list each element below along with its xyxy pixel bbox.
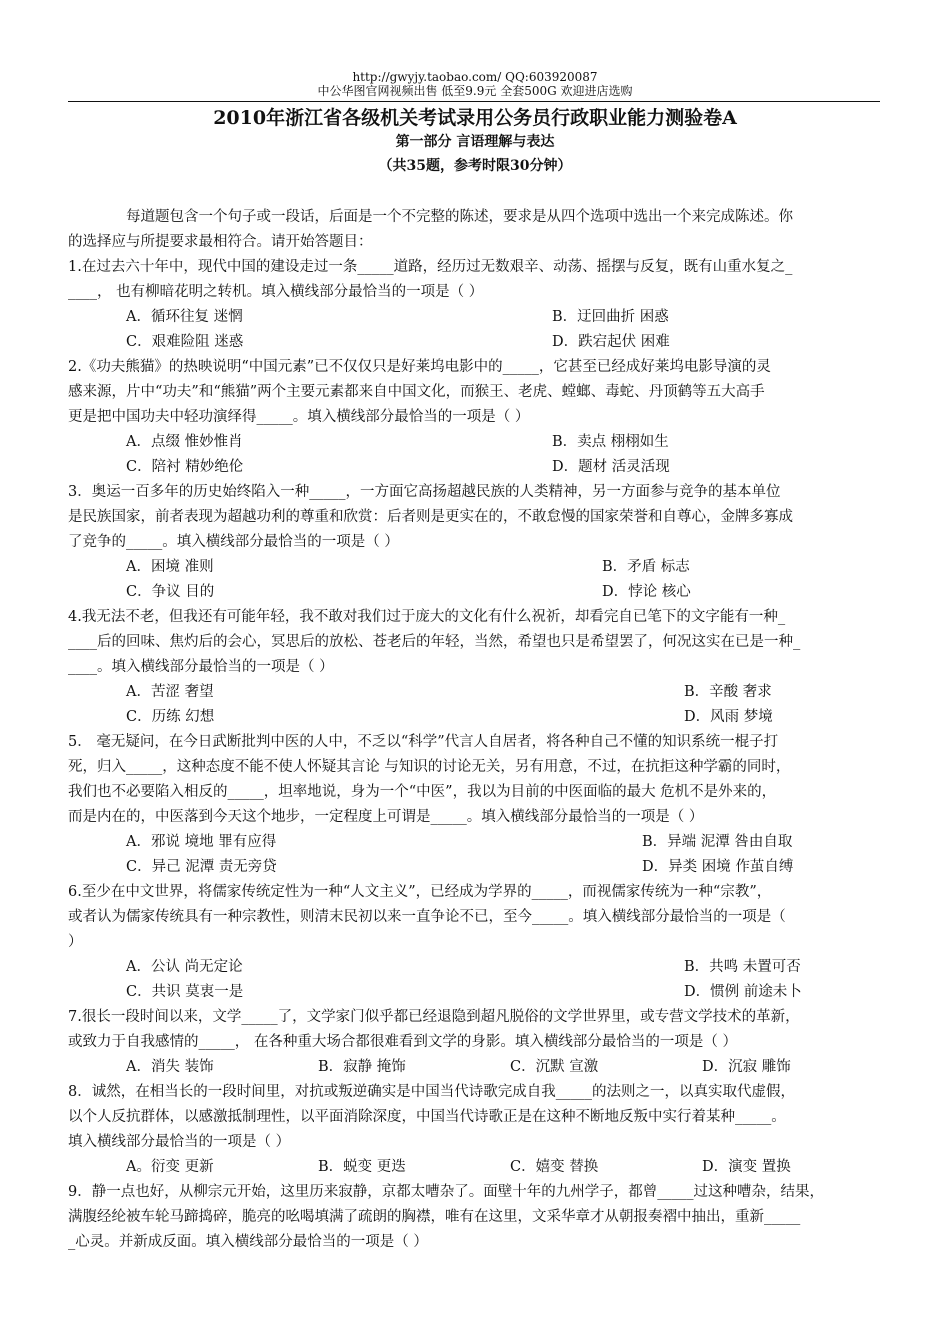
option-a: A．苦涩 奢望 xyxy=(126,684,214,700)
option-c: C．异己 泥潭 责无旁贷 xyxy=(126,859,277,875)
question-5-text: 死，归入_____，这种态度不能不使人怀疑其言论 与知识的讨论无关，另有用意，不过，在抗拒这种学霸的同时， xyxy=(68,759,791,775)
option-c: C．历练 幻想 xyxy=(126,709,215,725)
question-3-options-row xyxy=(68,580,880,605)
option-b: B．矛盾 标志 xyxy=(602,559,690,575)
question-1-options-row xyxy=(68,330,880,355)
question-5-text: 我们也不必要陷入相反的_____，坦率地说，身为一个“中医”，我以为目前的中医面临的最大 危机不是外来的， xyxy=(68,784,777,800)
question-9-text: 满腹经纶被车轮马蹄捣碎，脆亮的吆喝填满了疏朗的胸襟，唯有在这里，文采华章才从朝报奏褶中抽出，重新_____ xyxy=(68,1209,801,1225)
question-2-text: 更是把中国功夫中轻功演绎得_____。填入横线部分最恰当的一项是（ ） xyxy=(68,409,530,425)
question-8-options-row xyxy=(68,1155,880,1180)
question-5-text: 5． 毫无疑问，在今日武断批判中医的人中，不乏以“科学”代言人自居者，将各种自己不懂的知识系统一棍子打 xyxy=(68,734,779,750)
question-8-text: 8．诚然，在相当长的一段时间里，对抗或叛逆确实是中国当代诗歌完成自我_____的法则之一，以真实取代虚假， xyxy=(68,1084,795,1100)
option-a: A．循环往复 迷惘 xyxy=(126,309,243,325)
option-a: A．消失 装饰 xyxy=(126,1059,214,1075)
question-3-options-row xyxy=(68,555,880,580)
question-6-text: 或者认为儒家传统具有一种宗教性，则清末民初以来一直争论不已，至今_____。填入横线部分最恰当的一项是（ xyxy=(68,909,786,925)
question-4-options-row xyxy=(68,680,880,705)
question-7-text: 或致力于自我感情的_____， 在各种重大场合都很难看到文学的身影。填入横线部分最恰当的一项是（ ） xyxy=(68,1034,737,1050)
question-3-text: 3．奥运一百多年的历史始终陷入一种_____，一方面它高扬超越民族的人类精神，另一方面参与竞争的基本单位 xyxy=(68,484,781,500)
option-c: C．嬉变 替换 xyxy=(510,1159,599,1175)
section-title: 第一部分 言语理解与表达 xyxy=(395,134,555,150)
option-c: C．争议 目的 xyxy=(126,584,215,600)
question-6-text: ） xyxy=(68,934,83,950)
section-note: （共35题，参考时限30分钟） xyxy=(378,158,572,174)
intro-line: 每道题包含一个句子或一段话，后面是一个不完整的陈述，要求是从四个选项中选出一个来完成陈述。你 xyxy=(126,209,793,225)
option-d: D．悖论 核心 xyxy=(602,584,691,600)
option-b: B．共鸣 未置可否 xyxy=(684,959,801,975)
document-title: 2010年浙江省各级机关考试录用公务员行政职业能力测验卷A xyxy=(213,107,737,129)
option-b: B．卖点 栩栩如生 xyxy=(552,434,669,450)
header-url-line: http://gwyjy.taobao.com/ QQ:603920087 xyxy=(352,70,598,84)
option-d: D．异类 困境 作茧自缚 xyxy=(642,859,794,875)
option-a: A．困境 准则 xyxy=(126,559,214,575)
option-d: D．题材 活灵活现 xyxy=(552,459,670,475)
question-1-text: 1.在过去六十年中，现代中国的建设走过一条_____道路，经历过无数艰辛、动荡、摇摆与反复，既有山重水复之_ xyxy=(68,259,793,275)
question-6-text: 6.至少在中文世界，将儒家传统定性为一种“人文主义”，已经成为学界的_____，而视儒家传统为一种“宗教”， xyxy=(68,884,772,900)
question-9-text: _心灵。并新成反面。填入横线部分最恰当的一项是（ ） xyxy=(68,1234,428,1250)
option-b: B．辛酸 奢求 xyxy=(684,684,772,700)
question-7-text: 7.很长一段时间以来，文学_____了，文学家门似乎都已经退隐到超凡脱俗的文学世界里，或专营文学技术的革新， xyxy=(68,1009,800,1025)
option-a: A．邪说 境地 罪有应得 xyxy=(126,834,277,850)
question-4-options-row xyxy=(68,705,880,730)
question-8-text: 填入横线部分最恰当的一项是（ ） xyxy=(68,1134,291,1150)
option-b: B．蜕变 更迭 xyxy=(318,1159,406,1175)
option-d: D．风雨 梦境 xyxy=(684,709,773,725)
question-7-options-row xyxy=(68,1055,880,1080)
document-body xyxy=(68,205,880,1255)
question-2-options-row xyxy=(68,430,880,455)
question-5-options-row xyxy=(68,830,880,855)
question-4-text: ____后的回味、焦灼后的会心，冥思后的放松、苍老后的年轻，当然，希望也只是希望罢了，何况这实在已是一种_ xyxy=(68,634,801,650)
question-5-text: 而是内在的，中医落到今天这个地步，一定程度上可谓是_____。填入横线部分最恰当的一项是（ ） xyxy=(68,809,704,825)
intro-line: 的选择应与所提要求最相符合。请开始答题目： xyxy=(68,234,373,250)
option-d: D．沉寂 雕饰 xyxy=(702,1059,791,1075)
option-b: B．寂静 掩饰 xyxy=(318,1059,406,1075)
question-3-text: 是民族国家，前者表现为超越功利的尊重和欣赏：后者则是更实在的，不敢怠慢的国家荣誉和自尊心，金牌多寡成 xyxy=(68,509,793,525)
option-a: A．公认 尚无定论 xyxy=(126,959,243,975)
question-2-text: 感来源，片中“功夫”和“熊猫”两个主要元素都来自中国文化，而猴王、老虎、螳螂、毒蛇、丹顶鹤等五大高手 xyxy=(68,384,765,400)
header-rule xyxy=(68,101,880,102)
option-c: C．沉默 宣激 xyxy=(510,1059,599,1075)
option-a: A。衍变 更新 xyxy=(126,1159,214,1175)
question-2-options-row xyxy=(68,455,880,480)
option-d: D．惯例 前途未卜 xyxy=(684,984,802,1000)
header-promo-line: 中公华图官网视频出售 低至9.9元 全套500G 欢迎进店选购 xyxy=(317,84,633,98)
option-d: D．演变 置换 xyxy=(702,1159,791,1175)
option-c: C．陪衬 精妙绝伦 xyxy=(126,459,244,475)
option-d: D．跌宕起伏 困难 xyxy=(552,334,670,350)
option-c: C．艰难险阻 迷惑 xyxy=(126,334,244,350)
question-8-text: 以个人反抗群体，以感激抵制理性，以平面消除深度，中国当代诗歌正是在这种不断地反叛中实行着某种_____。 xyxy=(68,1109,786,1125)
question-6-options-row xyxy=(68,955,880,980)
question-9-text: 9．静一点也好，从柳宗元开始，这里历来寂静，京都太嘈杂了。面壁十年的九州学子，都曾_____过这种嘈杂，结果， xyxy=(68,1184,824,1200)
question-1-options-row xyxy=(68,305,880,330)
question-4-text: 4.我无法不老，但我还有可能年轻，我不敢对我们过于庞大的文化有什么祝祈，却看完自已笔下的文字能有一种_ xyxy=(68,609,786,625)
option-b: B．迂回曲折 困惑 xyxy=(552,309,669,325)
question-2-text: 2.《功夫熊猫》的热映说明“中国元素”已不仅仅只是好莱坞电影中的_____，它甚至已经成好莱坞电影导演的灵 xyxy=(68,359,771,375)
question-1-text: ____， 也有柳暗花明之转机。填入横线部分最恰当的一项是（ ） xyxy=(68,284,484,300)
question-4-text: ____。填入横线部分最恰当的一项是（ ） xyxy=(68,659,334,675)
option-c: C．共识 莫衷一是 xyxy=(126,984,244,1000)
question-5-options-row xyxy=(68,855,880,880)
option-a: A．点缀 惟妙惟肖 xyxy=(126,434,243,450)
option-b: B．异端 泥潭 咎由自取 xyxy=(642,834,793,850)
question-3-text: 了竞争的_____。填入横线部分最恰当的一项是（ ） xyxy=(68,534,399,550)
question-6-options-row xyxy=(68,980,880,1005)
